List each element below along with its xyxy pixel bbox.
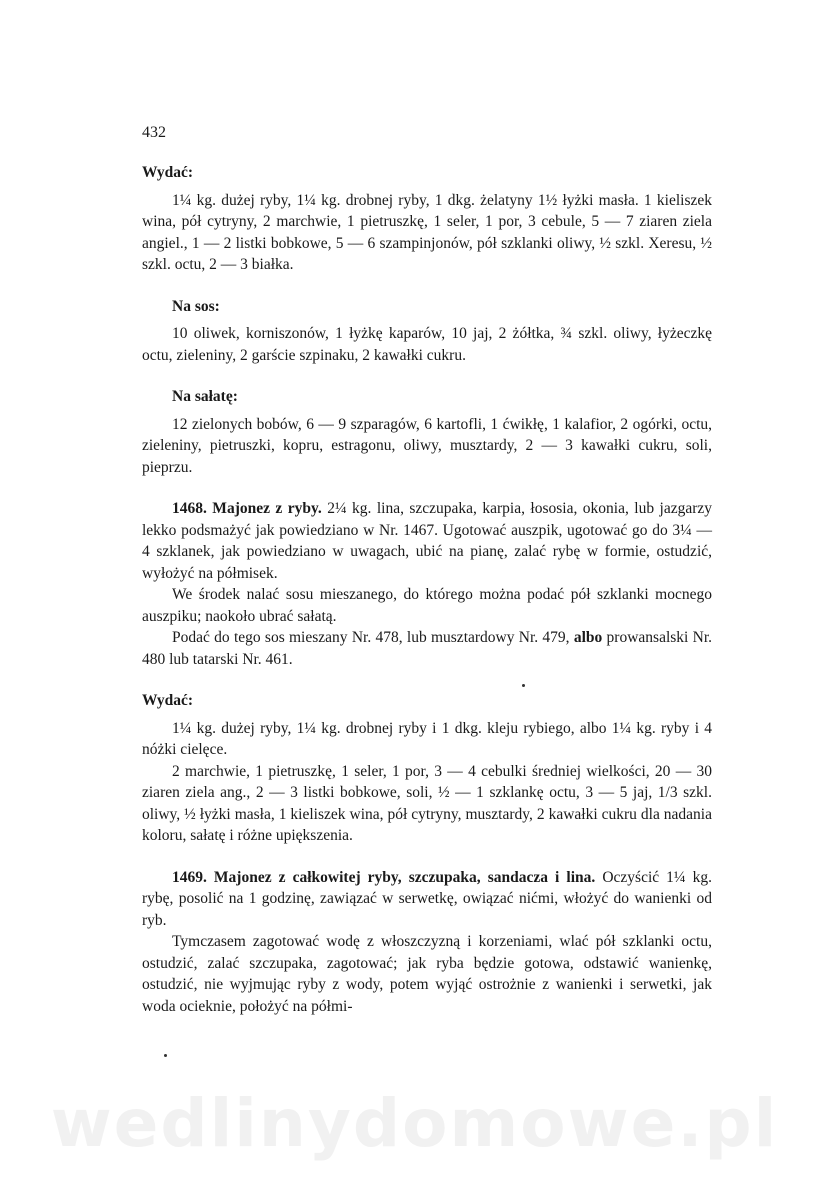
ingredients-paragraph-2: 1¼ kg. dużej ryby, 1¼ kg. drobnej ryby i 1 dkg. kleju rybiego, albo 1¼ kg. ryby i 4 nóżki cielęce. bbox=[142, 719, 712, 758]
sauce-ingredients: 10 oliwek, korniszonów, 1 łyżkę kaparów, 10 jaj, 2 żółtka, ¾ szkl. oliwy, łyżeczkę octu, zieleniny, 2 garście szpinaku, 2 kawałki cukru. bbox=[142, 325, 712, 364]
recipe-1468-text: 2¼ kg. lina, szczupaka, karpia, łososia, okonia, lub jazgarzy lekko podsmażyć jak powiedziano w Nr. 1467. Ugotować auszpik, ugotować go do 3¼ — 4 szklanek, jak powiedziano w uwagach, ubić na pianę, zalać rybę w formie, ostudzić, wyłożyć na półmisek. bbox=[142, 500, 713, 582]
recipe-1468-p3-end: prowansalski Nr. 480 lub tatarski Nr. 461. bbox=[142, 629, 712, 668]
ingredients-paragraph: 1¼ kg. dużej ryby, 1¼ kg. drobnej ryby, 1 dkg. żelatyny 1½ łyżki masła. 1 kieliszek wina, pół cytryny, 2 marchwie, 1 pietruszkę, 1 seler, 1 por, 3 cebule, 5 — 7 ziaren ziela angiel., 1 — 2 listki bobkowe, 5 — 6 szampinjonów, pół szklanki oliwy, ½ szkl. Xeresu, ½ szkl. octu, 2 — 3 białka. bbox=[142, 191, 712, 273]
recipe-1468-p3-start: Podać do tego sos mieszany Nr. 478, lub musztardowy Nr. 479, bbox=[172, 629, 570, 646]
recipe-1469 bbox=[142, 867, 712, 932]
ingredients-paragraph-3: 2 marchwie, 1 pietruszkę, 1 seler, 1 por, 3 — 4 cebulki średniej wielkości, 20 — 30 ziaren ziela ang., 2 — 3 listki bobkowe, soli, ½ — 1 szklankę octu, 3 — 5 jaj, 1/3 szkl. oliwy, ½ łyżki masła, 1 kieliszek wina, pół cytryny, musztardy, 2 kawałki cukru dla nadania koloru, sałatę i różne upiększenia. bbox=[142, 762, 712, 844]
print-speck bbox=[522, 684, 525, 687]
salad-ingredients: 12 zielonych bobów, 6 — 9 szparagów, 6 kartofli, 1 ćwikłę, 1 kalafior, 2 ogórki, octu, zieleniny, pietruszki, kopru, estragonu, oliwy, musztardy, 2 — 3 kawałki cukru, soli, pieprzu. bbox=[142, 415, 712, 476]
section-heading-wydac-2: Wydać: bbox=[142, 692, 194, 709]
recipe-1469-paragraph-2: Tymczasem zagotować wodę z włoszczyzną i korzeniami, wlać pół szklanki octu, ostudzić, zalać szczupaka, zagotować; jak ryba będzie gotowa, odstawić wanienkę, ostudzić, nie wyjmując ryby z wody, potem wyjąć ostrożnie z wanienki i serwetki, jak woda ocieknie, położyć na półmi- bbox=[142, 933, 712, 1015]
page-body bbox=[142, 162, 712, 1017]
recipe-1468-title: 1468. Majonez z ryby. bbox=[172, 500, 322, 517]
page-number: 432 bbox=[142, 124, 166, 141]
recipe-1469-text: Oczyścić 1¼ kg. rybę, posolić na 1 godzinę, zawiązać w serwetkę, owiązać nićmi, włożyć do wanienki od ryb. bbox=[142, 868, 712, 929]
print-speck bbox=[164, 1054, 167, 1057]
section-heading-na-salate: Na sałatę: bbox=[172, 388, 238, 405]
section-heading-wydac: Wydać: bbox=[142, 164, 194, 181]
watermark: wedlinydomowe.pl bbox=[50, 1085, 779, 1162]
recipe-1469-title: 1469. Majonez z całkowitej ryby, szczupaka, sandacza i lina. bbox=[172, 868, 596, 886]
recipe-1468 bbox=[142, 498, 712, 584]
recipe-1468-paragraph-2: We środek nalać sosu mieszanego, do którego można podać pół szklanki mocnego auszpiku; naokoło ubrać sałatą. bbox=[142, 586, 712, 625]
recipe-1468-paragraph-3 bbox=[142, 627, 712, 670]
recipe-1468-p3-bold: albo bbox=[573, 629, 603, 646]
section-heading-na-sos: Na sos: bbox=[172, 297, 220, 315]
